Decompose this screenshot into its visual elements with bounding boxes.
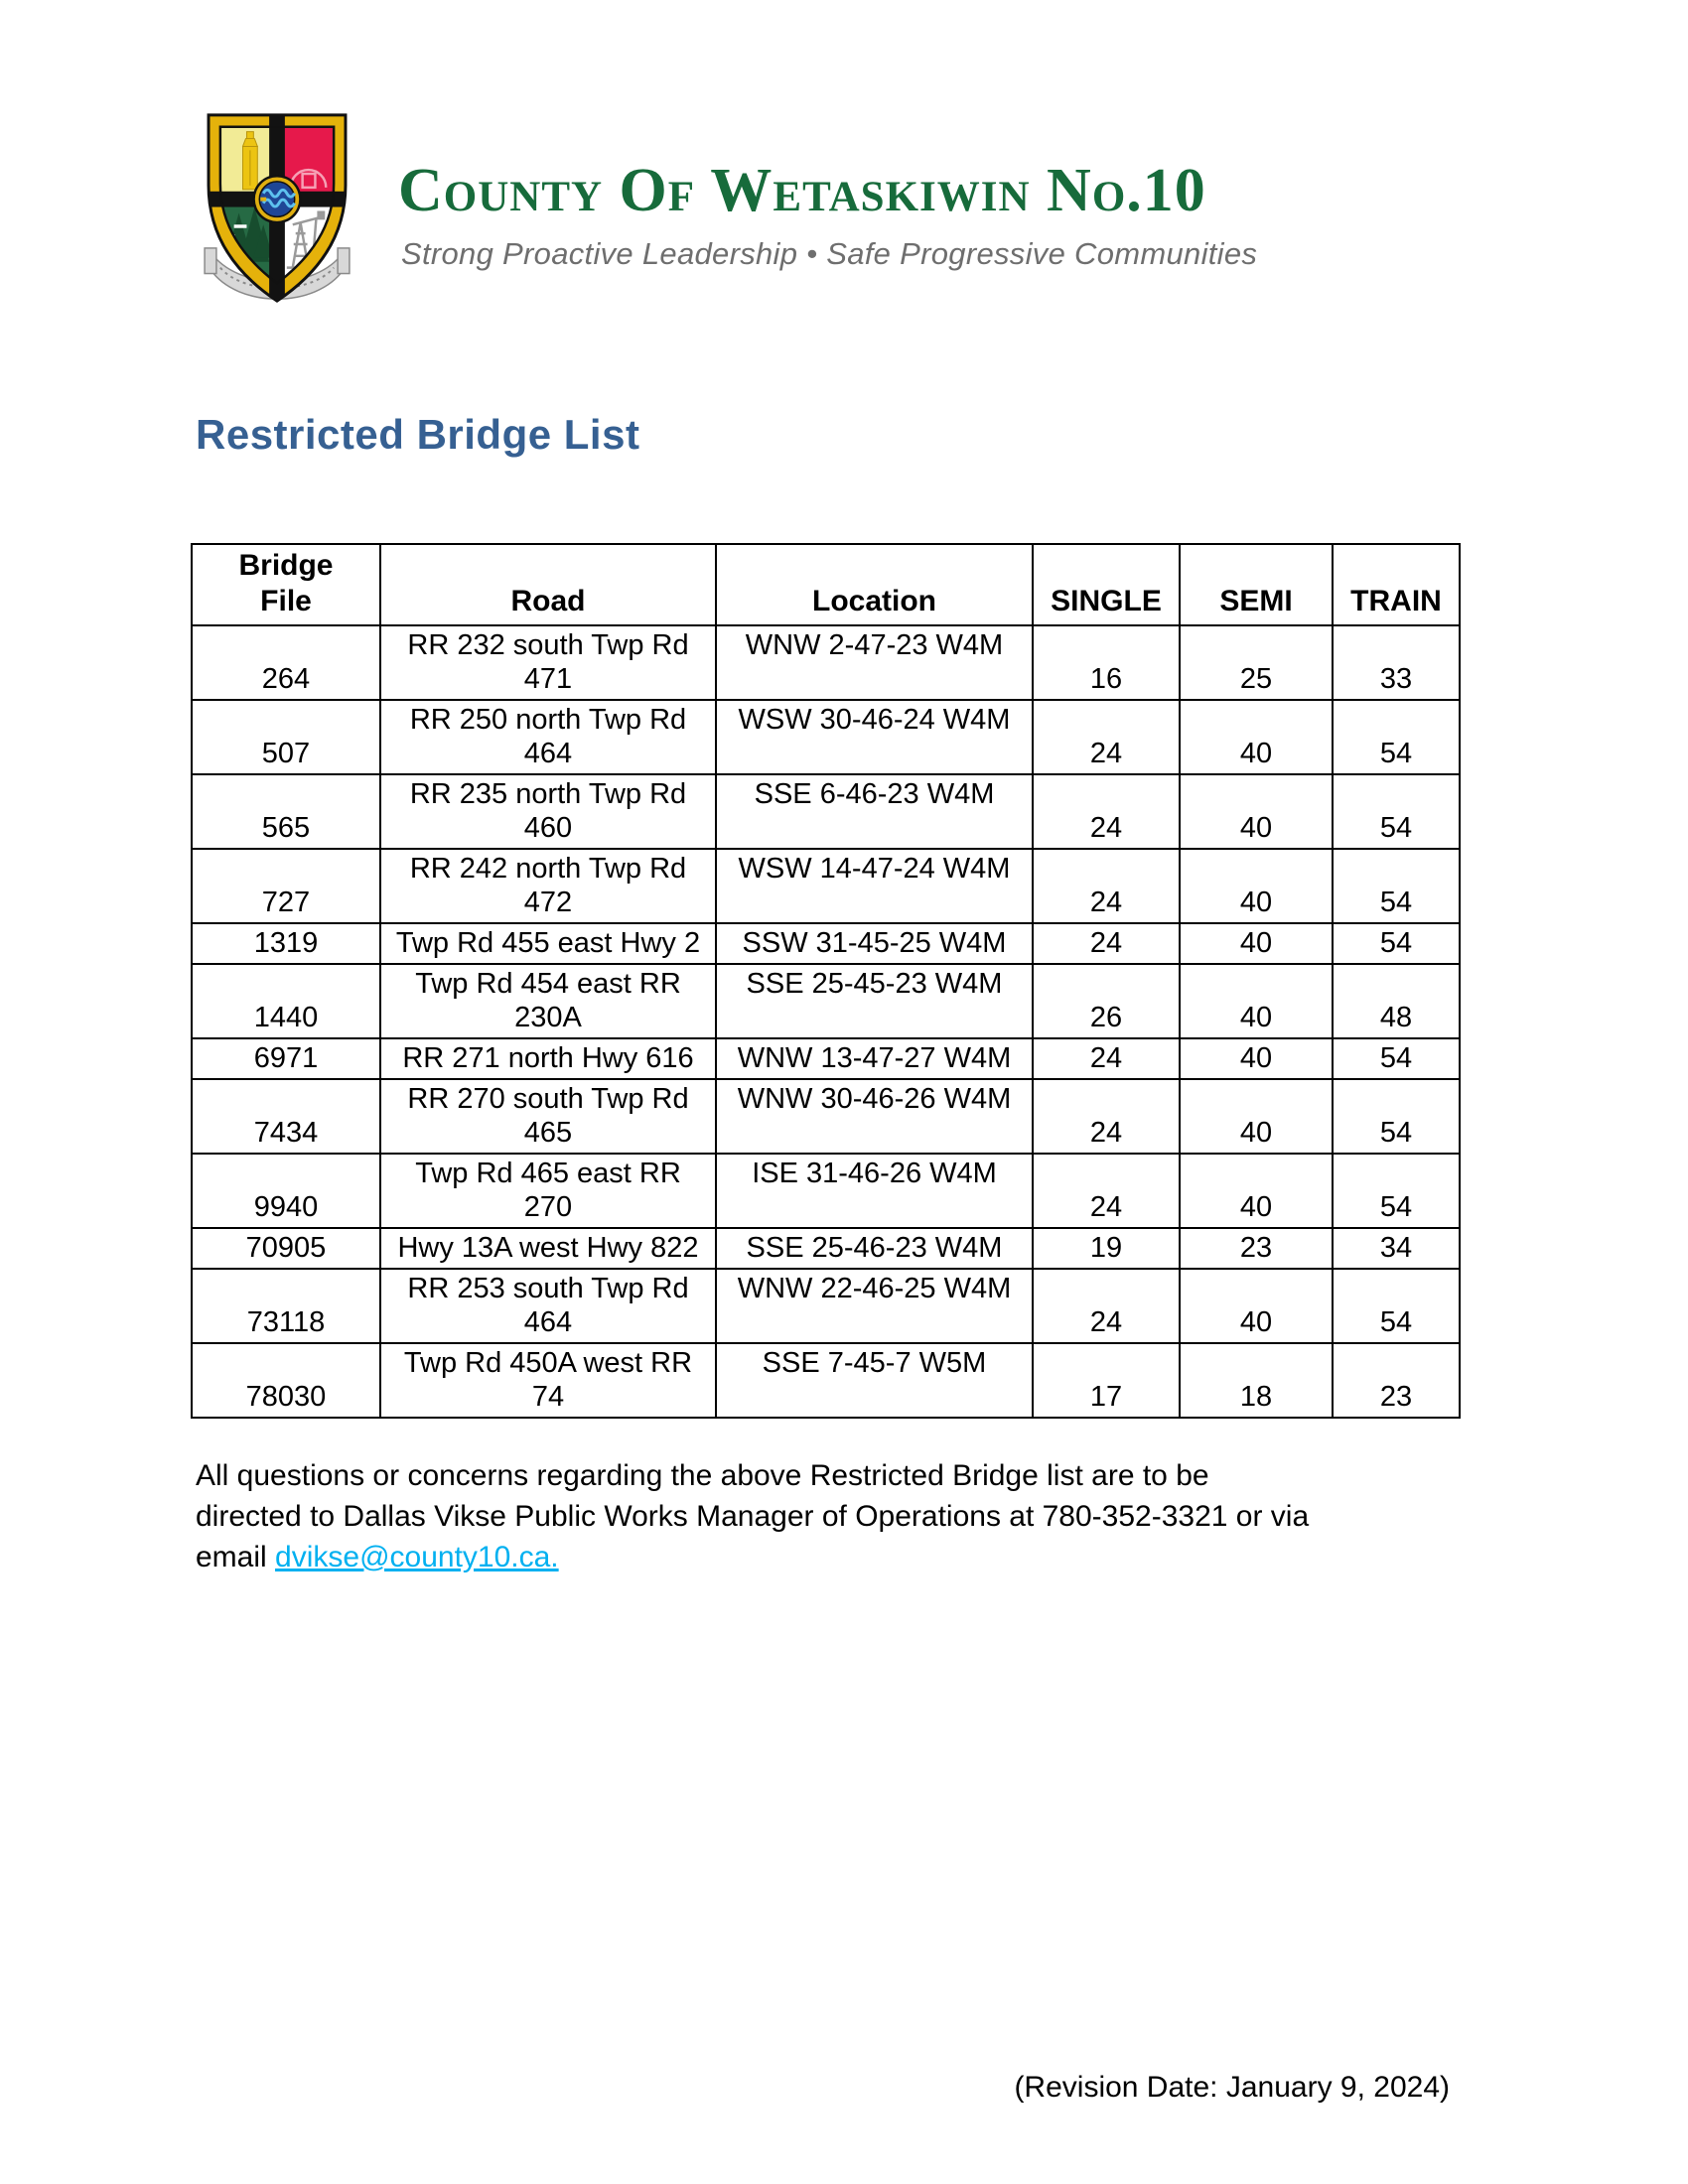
cell-semi: 40 <box>1180 923 1333 964</box>
cell-file: 1319 <box>192 923 380 964</box>
cell-train: 54 <box>1333 1154 1460 1228</box>
cell-location: WSW 30-46-24 W4M <box>716 700 1033 774</box>
cell-road: RR 235 north Twp Rd 460 <box>380 774 716 849</box>
cell-single: 17 <box>1033 1343 1180 1418</box>
cell-train: 54 <box>1333 923 1460 964</box>
column-header-single: SINGLE <box>1033 544 1180 625</box>
cell-road: RR 270 south Twp Rd 465 <box>380 1079 716 1154</box>
cell-semi: 40 <box>1180 849 1333 923</box>
column-header-road: Road <box>380 544 716 625</box>
bridge-table-body <box>192 625 1460 1418</box>
cell-single: 24 <box>1033 700 1180 774</box>
cell-file: 9940 <box>192 1154 380 1228</box>
cell-location: SSE 6-46-23 W4M <box>716 774 1033 849</box>
cell-single: 24 <box>1033 1154 1180 1228</box>
cell-location: WNW 22-46-25 W4M <box>716 1269 1033 1343</box>
cell-single: 24 <box>1033 774 1180 849</box>
cell-semi: 40 <box>1180 1269 1333 1343</box>
table-row <box>192 700 1460 774</box>
cell-location: SSE 25-46-23 W4M <box>716 1228 1033 1269</box>
cell-file: 507 <box>192 700 380 774</box>
cell-file: 264 <box>192 625 380 700</box>
cell-train: 54 <box>1333 1038 1460 1079</box>
cell-location: WSW 14-47-24 W4M <box>716 849 1033 923</box>
column-header-train: TRAIN <box>1333 544 1460 625</box>
cell-road: Twp Rd 450A west RR 74 <box>380 1343 716 1418</box>
cell-road: Twp Rd 454 east RR 230A <box>380 964 716 1038</box>
table-row <box>192 849 1460 923</box>
cell-train: 34 <box>1333 1228 1460 1269</box>
cell-semi: 25 <box>1180 625 1333 700</box>
table-row <box>192 1079 1460 1154</box>
cell-road: RR 253 south Twp Rd 464 <box>380 1269 716 1343</box>
cell-location: ISE 31-46-26 W4M <box>716 1154 1033 1228</box>
cell-single: 24 <box>1033 1038 1180 1079</box>
cell-train: 48 <box>1333 964 1460 1038</box>
cell-file: 78030 <box>192 1343 380 1418</box>
cell-road: Twp Rd 465 east RR 270 <box>380 1154 716 1228</box>
cell-file: 73118 <box>192 1269 380 1343</box>
grain-elevator-icon <box>243 132 258 190</box>
table-row <box>192 964 1460 1038</box>
cell-location: WNW 2-47-23 W4M <box>716 625 1033 700</box>
cell-semi: 40 <box>1180 1038 1333 1079</box>
table-row <box>192 923 1460 964</box>
cell-semi: 40 <box>1180 964 1333 1038</box>
cell-file: 1440 <box>192 964 380 1038</box>
cell-file: 7434 <box>192 1079 380 1154</box>
cell-road: RR 242 north Twp Rd 472 <box>380 849 716 923</box>
cell-train: 54 <box>1333 774 1460 849</box>
cell-train: 54 <box>1333 849 1460 923</box>
cell-semi: 40 <box>1180 774 1333 849</box>
table-row <box>192 625 1460 700</box>
county-logo <box>199 109 355 310</box>
cell-single: 24 <box>1033 849 1180 923</box>
cell-road: Twp Rd 455 east Hwy 2 <box>380 923 716 964</box>
cell-single: 19 <box>1033 1228 1180 1269</box>
cell-single: 26 <box>1033 964 1180 1038</box>
contact-paragraph <box>196 1455 1318 1577</box>
cell-file: 6971 <box>192 1038 380 1079</box>
cell-road: RR 271 north Hwy 616 <box>380 1038 716 1079</box>
column-header-bridge-file: Bridge File <box>192 544 380 625</box>
table-row <box>192 1228 1460 1269</box>
table-row <box>192 1154 1460 1228</box>
cell-file: 727 <box>192 849 380 923</box>
cell-semi: 40 <box>1180 700 1333 774</box>
cell-location: WNW 13-47-27 W4M <box>716 1038 1033 1079</box>
table-row <box>192 774 1460 849</box>
page-title: Restricted Bridge List <box>196 411 640 458</box>
cell-location: SSE 7-45-7 W5M <box>716 1343 1033 1418</box>
column-header-semi: SEMI <box>1180 544 1333 625</box>
revision-date: (Revision Date: January 9, 2024) <box>1014 2071 1450 2104</box>
org-tagline: Strong Proactive Leadership • Safe Progressive Communities <box>401 236 1258 271</box>
cell-location: SSE 25-45-23 W4M <box>716 964 1033 1038</box>
cell-location: SSW 31-45-25 W4M <box>716 923 1033 964</box>
cell-train: 23 <box>1333 1343 1460 1418</box>
cell-single: 24 <box>1033 1269 1180 1343</box>
table-row <box>192 1269 1460 1343</box>
cell-single: 16 <box>1033 625 1180 700</box>
cell-single: 24 <box>1033 923 1180 964</box>
cell-semi: 40 <box>1180 1079 1333 1154</box>
email-link[interactable]: dvikse@county10.ca. <box>275 1541 559 1573</box>
cell-file: 70905 <box>192 1228 380 1269</box>
cell-train: 33 <box>1333 625 1460 700</box>
cell-single: 24 <box>1033 1079 1180 1154</box>
globe-icon <box>252 175 301 223</box>
column-header-location: Location <box>716 544 1033 625</box>
county-crest-icon <box>199 109 355 310</box>
cell-train: 54 <box>1333 1079 1460 1154</box>
bridge-table <box>191 543 1461 1419</box>
cell-location: WNW 30-46-26 W4M <box>716 1079 1033 1154</box>
cell-road: RR 250 north Twp Rd 464 <box>380 700 716 774</box>
cell-file: 565 <box>192 774 380 849</box>
table-row <box>192 1343 1460 1418</box>
cell-road: Hwy 13A west Hwy 822 <box>380 1228 716 1269</box>
cell-train: 54 <box>1333 700 1460 774</box>
cell-semi: 18 <box>1180 1343 1333 1418</box>
org-name: County Of Wetaskiwin No.10 <box>398 157 1206 224</box>
cell-train: 54 <box>1333 1269 1460 1343</box>
table-header-row <box>192 544 1460 625</box>
cell-semi: 23 <box>1180 1228 1333 1269</box>
cell-road: RR 232 south Twp Rd 471 <box>380 625 716 700</box>
cell-semi: 40 <box>1180 1154 1333 1228</box>
table-row <box>192 1038 1460 1079</box>
contact-text: All questions or concerns regarding the above Restricted Bridge list are to be directed to Dallas Vikse Public Works Manager of Operations at 780-352-3321 or via email <box>196 1459 1310 1573</box>
